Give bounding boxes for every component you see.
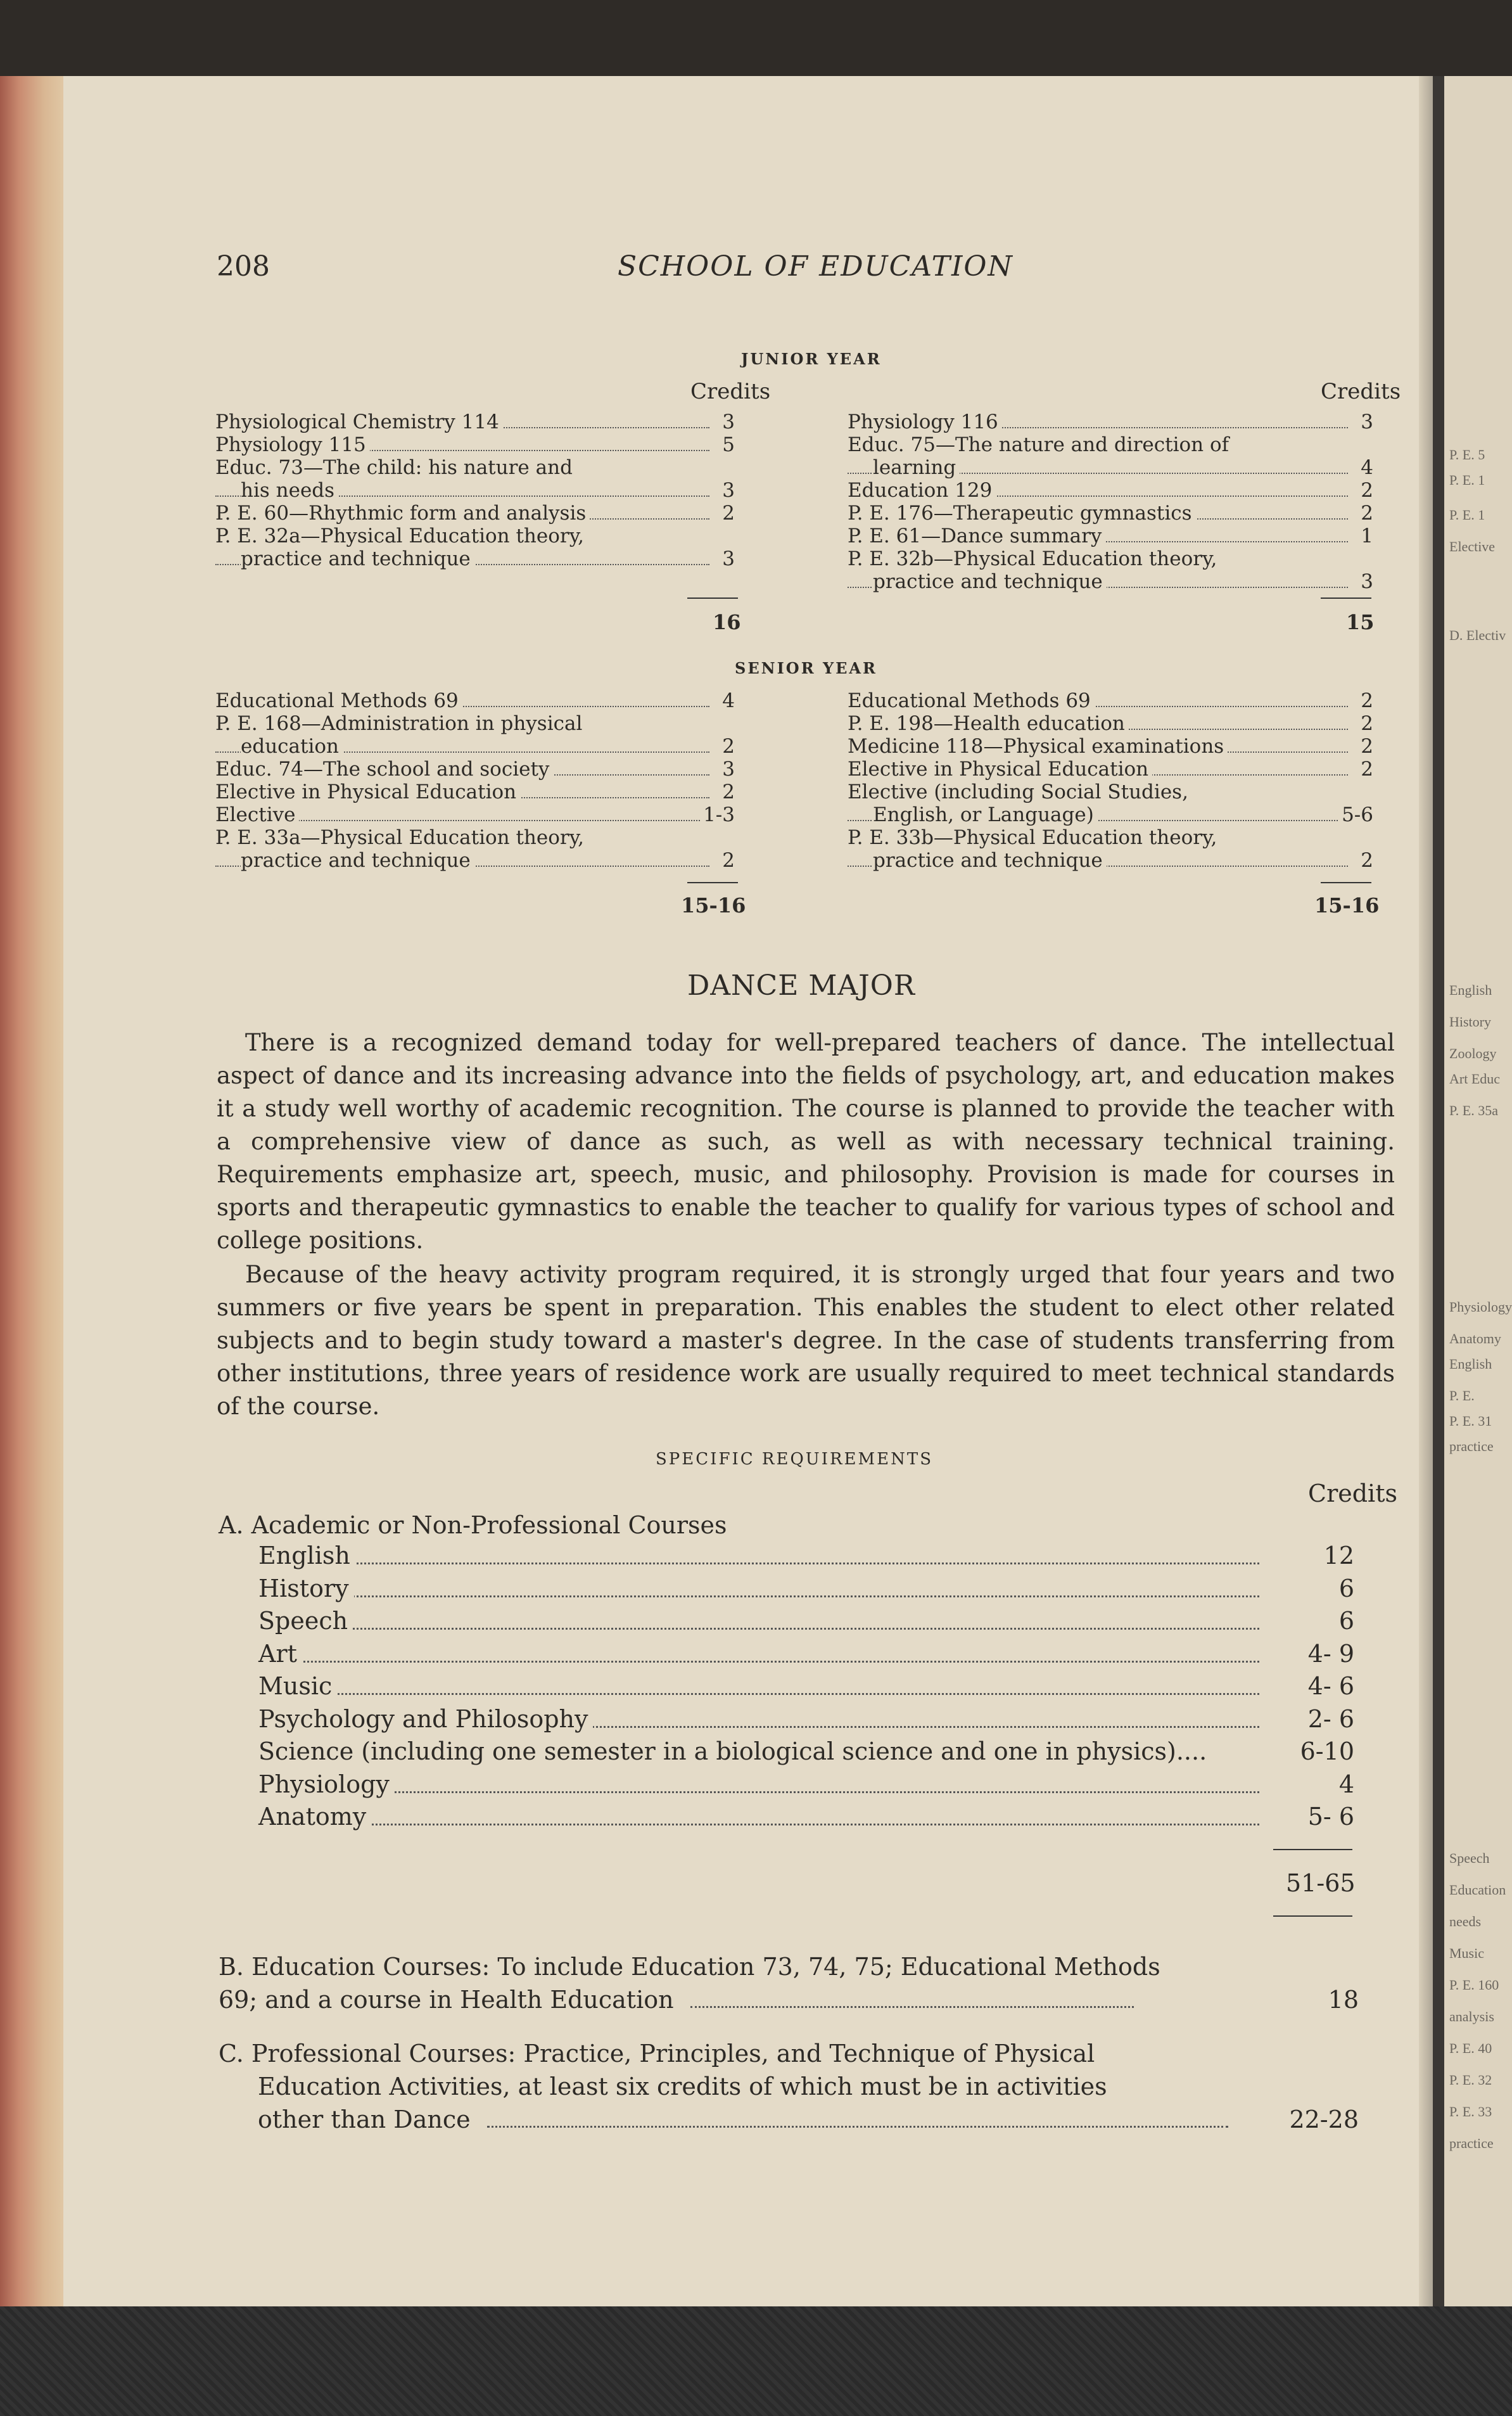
requirement-c-line-2: Education Activities, at least six credits of which must be in activities [258, 2073, 1107, 2100]
course-credits: 2 [1358, 735, 1373, 758]
course-row-start [848, 781, 1373, 803]
requirement-b-leader [690, 2001, 1134, 2008]
course-credits: 2 [720, 781, 735, 803]
course-name: P. E. 198—Health education [848, 712, 1129, 735]
course-name: Elective in Physical Education [848, 758, 1152, 781]
course-credits: 4 [720, 689, 735, 712]
requirement-credits: 6 [1338, 1607, 1354, 1635]
requirement-name: Science (including one semester in a biological science and one in physics).... [258, 1735, 1212, 1768]
course-name: his needs [241, 479, 338, 502]
course-credits: 3 [720, 411, 735, 433]
requirement-c-leader [487, 2121, 1228, 2128]
dot-leader [258, 1563, 1259, 1564]
course-row [848, 525, 1373, 547]
adjacent-page-fragment: Education [1449, 1882, 1506, 1898]
adjacent-page-fragment: English [1449, 1356, 1492, 1372]
dot-leader [258, 1791, 1259, 1793]
scanner-background-bottom [0, 2306, 1512, 2416]
course-credits: 2 [1358, 502, 1373, 525]
requirement-credits: 6-10 [1300, 1737, 1354, 1765]
adjacent-page-fragment: P. E. 31 [1449, 1413, 1492, 1429]
course-name: P. E. 33a—Physical Education theory, [215, 826, 588, 849]
course-credits: 3 [720, 547, 735, 570]
requirement-row [258, 1605, 1354, 1638]
adjacent-page-fragment: English [1449, 982, 1492, 998]
course-credits: 2 [720, 849, 735, 872]
adjacent-page-strip [1444, 76, 1512, 2306]
adjacent-page-fragment: Art Educ [1449, 1071, 1501, 1087]
course-name: P. E. 176—Therapeutic gymnastics [848, 502, 1196, 525]
book-page-edges [0, 76, 63, 2306]
course-name: Educational Methods 69 [848, 689, 1095, 712]
requirement-credits: 4- 9 [1307, 1639, 1354, 1668]
course-row [215, 758, 735, 781]
course-credits: 3 [1358, 570, 1373, 593]
course-credits: 5 [720, 433, 735, 456]
requirement-c-line-1: C. Professional Courses: Practice, Principles, and Technique of Physical [219, 2040, 1095, 2068]
junior-left-total: 16 [713, 610, 741, 634]
course-row [215, 803, 735, 826]
requirement-credits: 6 [1338, 1574, 1354, 1602]
requirement-row [258, 1801, 1354, 1834]
course-row [848, 689, 1373, 712]
course-credits: 2 [720, 735, 735, 758]
course-name: Educ. 75—The nature and direction of [848, 433, 1233, 456]
adjacent-page-fragment: Physiology [1449, 1299, 1512, 1315]
requirements-a-list [258, 1540, 1354, 1834]
course-credits: 2 [1358, 712, 1373, 735]
adjacent-page-fragment: P. E. 32 [1449, 2072, 1492, 2088]
course-name: education [241, 735, 343, 758]
course-row [848, 456, 1373, 479]
junior-right-credits-label: Credits [1321, 379, 1401, 404]
course-name: practice and technique [873, 849, 1107, 872]
requirements-a-title: A. Academic or Non-Professional Courses [219, 1511, 727, 1539]
course-credits: 2 [1358, 849, 1373, 872]
course-credits: 2 [1358, 479, 1373, 502]
course-credits: 1-3 [701, 803, 735, 826]
adjacent-page-fragment: P. E. 35a [1449, 1103, 1498, 1118]
adjacent-page-fragment: needs [1449, 1914, 1482, 1929]
requirement-c-line-3: other than Dance [258, 2106, 471, 2133]
adjacent-page-fragment: Speech [1449, 1850, 1490, 1866]
adjacent-page-fragment: analysis [1449, 2009, 1494, 2024]
requirement-name: English [258, 1540, 355, 1573]
course-credits: 2 [720, 502, 735, 525]
course-row [848, 411, 1373, 433]
course-credits: 4 [1358, 456, 1373, 479]
scanner-background-top [0, 0, 1512, 76]
course-credits: 2 [1358, 689, 1373, 712]
adjacent-page-fragment: Zoology [1449, 1045, 1497, 1061]
adjacent-page-fragment: Elective [1449, 539, 1496, 554]
requirement-credits: 4 [1338, 1770, 1354, 1798]
requirement-name: Psychology and Philosophy [258, 1703, 593, 1736]
course-credits: 1 [1358, 525, 1373, 547]
senior-year-heading: SENIOR YEAR [735, 659, 877, 677]
dot-leader [258, 1628, 1259, 1630]
course-name: P. E. 61—Dance summary [848, 525, 1105, 547]
course-row [848, 712, 1373, 735]
adjacent-page-fragment: practice [1449, 2135, 1494, 2151]
course-name: P. E. 60—Rhythmic form and analysis [215, 502, 590, 525]
course-row [215, 411, 735, 433]
book-gutter [1433, 76, 1444, 2306]
course-name: P. E. 32b—Physical Education theory, [848, 547, 1221, 570]
senior-left-column [215, 689, 735, 872]
course-name: Educational Methods 69 [215, 689, 462, 712]
adjacent-page-fragment: practice [1449, 1438, 1494, 1454]
course-row-start [848, 547, 1373, 570]
course-row-start [215, 525, 735, 547]
requirement-row [258, 1735, 1354, 1768]
requirement-row [258, 1768, 1354, 1801]
course-credits: 3 [720, 758, 735, 781]
course-name: Elective in Physical Education [215, 781, 520, 803]
course-row [848, 803, 1373, 826]
dot-leader [258, 1824, 1259, 1825]
junior-left-credits-label: Credits [690, 379, 771, 404]
course-credits: 2 [1358, 758, 1373, 781]
requirement-name: Music [258, 1670, 337, 1703]
page-number: 208 [217, 250, 270, 283]
requirement-row [258, 1670, 1354, 1703]
course-row [215, 849, 735, 872]
course-row-start [848, 433, 1373, 456]
course-row-start [215, 712, 735, 735]
course-name: P. E. 33b—Physical Education theory, [848, 826, 1221, 849]
course-row [848, 735, 1373, 758]
junior-left-total-rule [687, 598, 738, 599]
course-name: Educ. 73—The child: his nature and [215, 456, 576, 479]
course-name: learning [873, 456, 960, 479]
requirement-b [219, 1950, 1359, 2016]
junior-left-column [215, 411, 735, 570]
course-name: practice and technique [241, 547, 474, 570]
course-name: Physiology 116 [848, 411, 1002, 433]
requirement-credits: 4- 6 [1307, 1672, 1354, 1700]
adjacent-page-fragment: Anatomy [1449, 1331, 1501, 1346]
requirement-credits: 2- 6 [1307, 1704, 1354, 1733]
adjacent-page-fragment: P. E. 1 [1449, 472, 1485, 488]
adjacent-page-fragment: P. E. 33 [1449, 2104, 1492, 2119]
course-name: Medicine 118—Physical examinations [848, 735, 1228, 758]
senior-left-total-rule [687, 882, 738, 883]
requirement-credits: 5- 6 [1307, 1803, 1354, 1831]
requirement-name: Physiology [258, 1768, 395, 1801]
course-name: P. E. 168—Administration in physical [215, 712, 586, 735]
course-name: Physiological Chemistry 114 [215, 411, 503, 433]
course-row [848, 570, 1373, 593]
junior-year-heading: JUNIOR YEAR [741, 350, 882, 368]
requirement-c [219, 2037, 1359, 2136]
dance-paragraph-2: Because of the heavy activity program required, it is strongly urged that four years and two summers or five years be spent in preparation. This enables the student to elect other related subjects and to begin study toward a master's degree. In the case of students transferring from other institutions, three years of residence work are usually required to meet technical standards of the course. [217, 1261, 1395, 1420]
course-credits: 3 [1358, 411, 1373, 433]
course-row [215, 547, 735, 570]
junior-right-column [848, 411, 1373, 593]
course-name: P. E. 32a—Physical Education theory, [215, 525, 588, 547]
requirements-a-total: 51-65 [1286, 1869, 1356, 1897]
adjacent-page-fragment: P. E. 160 [1449, 1977, 1499, 1993]
requirement-name: Anatomy [258, 1801, 371, 1834]
requirement-b-credits: 18 [1328, 1986, 1359, 2014]
requirements-heading: SPECIFIC REQUIREMENTS [656, 1450, 934, 1469]
requirement-row [258, 1573, 1354, 1606]
dot-leader [258, 1693, 1259, 1695]
requirement-row [258, 1540, 1354, 1573]
course-name: practice and technique [241, 849, 474, 872]
course-name: Educ. 74—The school and society [215, 758, 553, 781]
course-row [848, 758, 1373, 781]
course-row [215, 781, 735, 803]
course-name: Physiology 115 [215, 433, 370, 456]
requirements-a-rule-top [1273, 1849, 1352, 1850]
dot-leader [258, 1661, 1259, 1663]
course-credits: 5-6 [1339, 803, 1373, 826]
requirements-credits-label: Credits [1308, 1480, 1397, 1507]
adjacent-page-fragment: Music [1449, 1945, 1484, 1961]
dance-major-title: DANCE MAJOR [687, 969, 915, 1002]
junior-right-total-rule [1321, 598, 1371, 599]
requirement-name: Art [258, 1638, 302, 1671]
course-name: Education 129 [848, 479, 996, 502]
course-credits: 3 [720, 479, 735, 502]
course-row-start [848, 826, 1373, 849]
requirement-row [258, 1703, 1354, 1736]
senior-right-total-rule [1321, 882, 1371, 883]
course-row [848, 849, 1373, 872]
course-row [848, 502, 1373, 525]
senior-right-column [848, 689, 1373, 872]
junior-right-total: 15 [1346, 610, 1375, 634]
course-row [215, 735, 735, 758]
course-name: Elective [215, 803, 299, 826]
adjacent-page-fragment: P. E. 40 [1449, 2040, 1492, 2056]
adjacent-page-fragment: P. E. [1449, 1388, 1475, 1403]
course-name: Elective (including Social Studies, [848, 781, 1192, 803]
requirements-a-rule-bottom [1273, 1915, 1352, 1917]
course-row [215, 502, 735, 525]
course-row-start [215, 456, 735, 479]
senior-left-total: 15-16 [681, 893, 746, 917]
requirement-b-line-1: B. Education Courses: To include Education 73, 74, 75; Educational Methods [219, 1953, 1160, 1981]
adjacent-page-fragment: P. E. 1 [1449, 507, 1485, 523]
requirement-credits: 12 [1323, 1542, 1354, 1569]
course-row [215, 689, 735, 712]
adjacent-page-fragment: D. Electiv [1449, 627, 1506, 643]
requirement-name: History [258, 1573, 354, 1606]
dance-paragraph-1: There is a recognized demand today for well-prepared teachers of dance. The intellectual aspect of dance and its increasing advance into the fields of psychology, art, and education makes it a study well worthy of academic recognition. The course is planned to provide the teacher with a comprehensive view of dance as such, as well as with necessary technical training. Requirements emphasize art, speech, music, and philosophy. Provision is made for courses in sports and therapeutic gymnastics to enable the teacher to qualify for various types of school and college positions. [217, 1029, 1395, 1254]
course-row-start [215, 826, 735, 849]
course-row [848, 479, 1373, 502]
requirement-c-credits: 22-28 [1289, 2106, 1359, 2133]
requirement-b-line-2: 69; and a course in Health Education [219, 1986, 674, 2014]
senior-right-total: 15-16 [1314, 893, 1380, 917]
requirement-row [258, 1638, 1354, 1671]
course-name: practice and technique [873, 570, 1107, 593]
dot-leader [258, 1595, 1259, 1597]
running-title: SCHOOL OF EDUCATION [618, 250, 1013, 283]
course-row [215, 433, 735, 456]
course-row [215, 479, 735, 502]
requirement-name: Speech [258, 1605, 353, 1638]
adjacent-page-fragment: P. E. 5 [1449, 447, 1485, 463]
course-name: English, or Language) [873, 803, 1098, 826]
adjacent-page-fragment: History [1449, 1014, 1491, 1030]
